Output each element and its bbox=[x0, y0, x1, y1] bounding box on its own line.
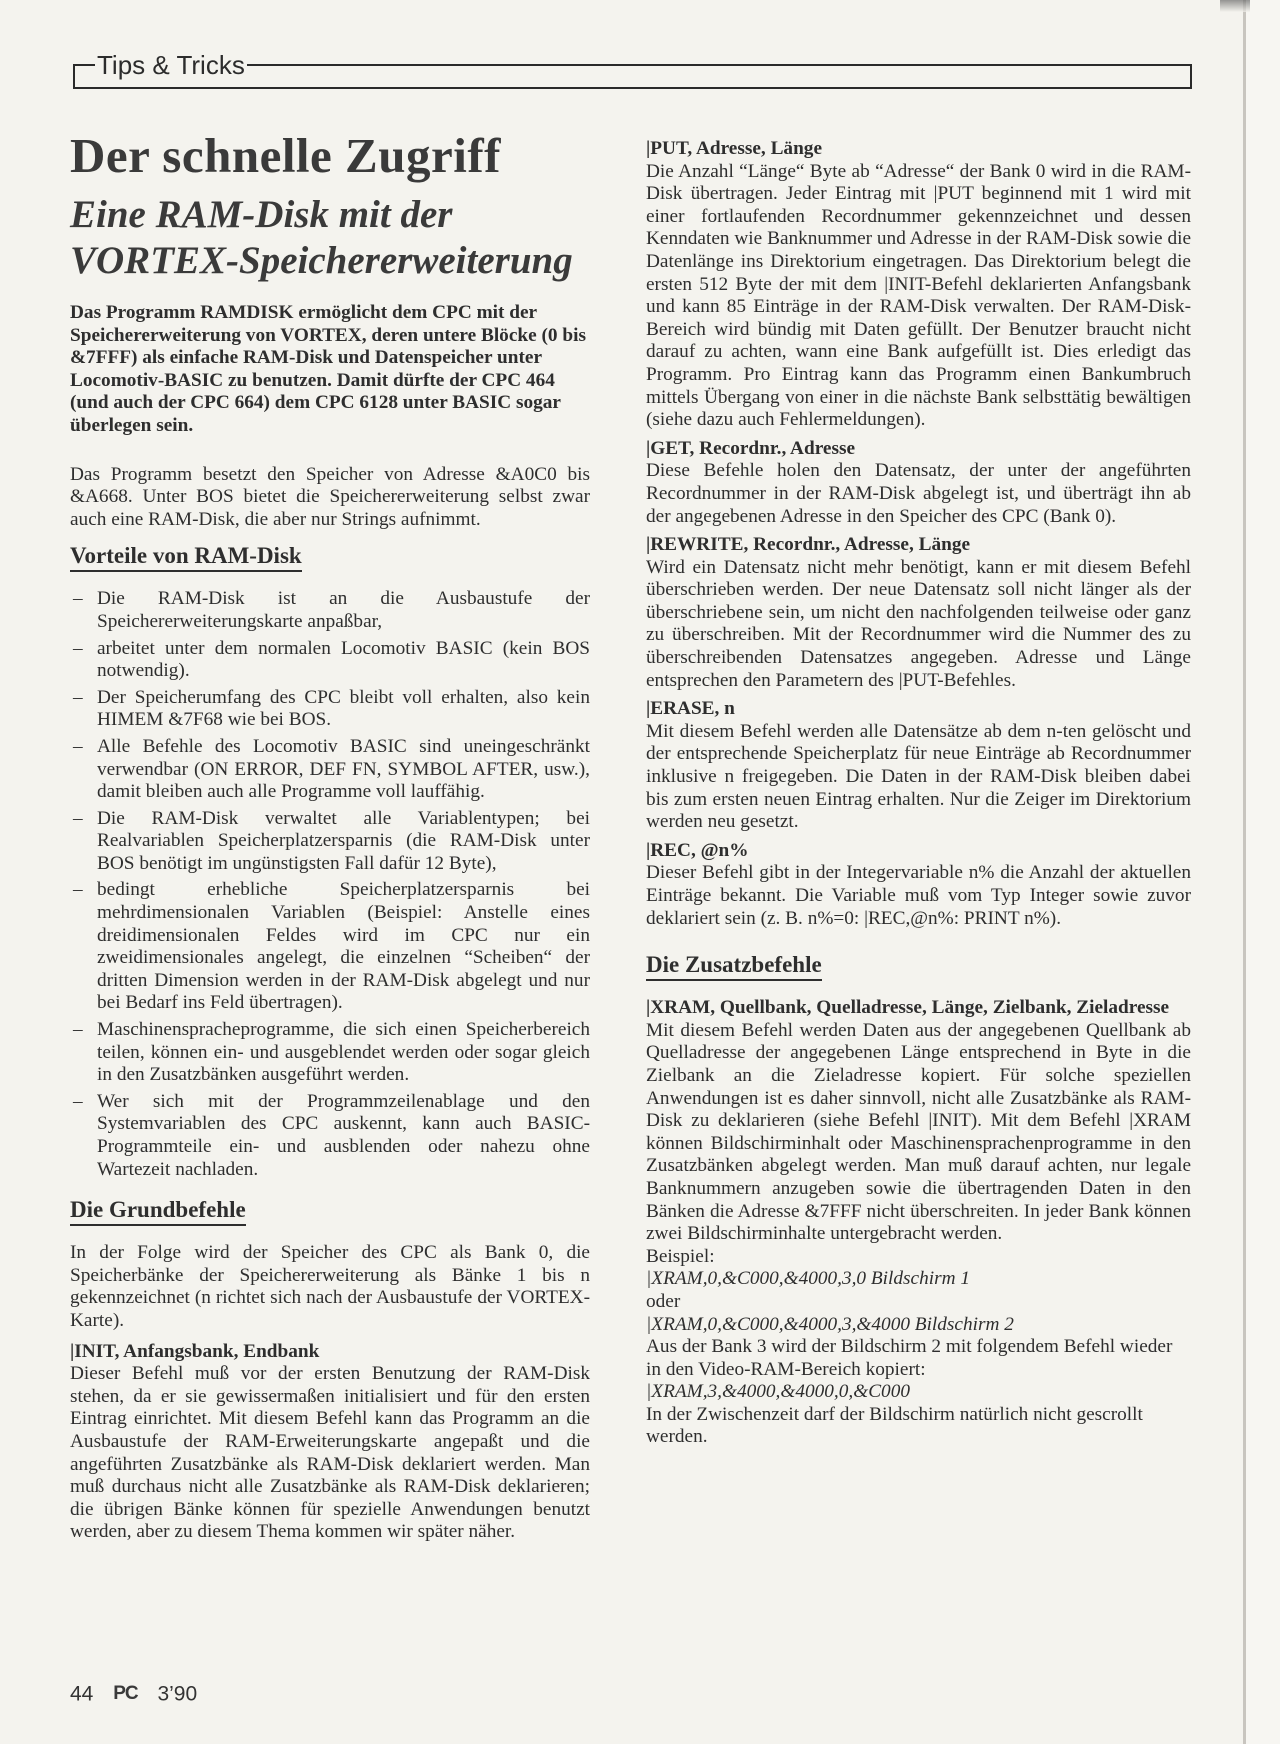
magazine-logo: PC bbox=[113, 1683, 138, 1705]
right-column bbox=[646, 138, 1191, 1449]
list-item: – Maschinenspracheprogramme, die sich einen Speicherbereich teilen, können ein- und ausgeblendet werden oder sogar gleich in den Zusatzbänken ausgeführt werden. bbox=[73, 1019, 590, 1086]
page-footer bbox=[70, 1682, 197, 1706]
example-code-2: |XRAM,0,&C000,&4000,3,&4000 Bildschirm 2 bbox=[646, 1313, 1014, 1335]
scan-shadow bbox=[1220, 0, 1250, 12]
article-subtitle bbox=[70, 192, 590, 284]
command-get-heading: |GET, Recordnr., Adresse bbox=[646, 437, 856, 459]
example-label: Beispiel: bbox=[646, 1245, 715, 1267]
list-item: – arbeitet unter dem normalen Locomotiv BASIC (kein BOS notwendig). bbox=[73, 637, 590, 682]
restore-text: Aus der Bank 3 wird der Bildschirm 2 mit folgendem Befehl wieder in den Video-RAM-Bereich kopiert: bbox=[646, 1336, 1173, 1380]
list-item: – bedingt erhebliche Speicherplatzersparnis bei mehrdimensionalen Variablen (Beispiel: Anstelle eines dreidimensionalen Feldes wird im CPC nur ein zweidimensionales angelegt, die einzelnen “Scheiben“ der dritten Dimension werden in der RAM-Disk abgelegt und nur bei Bedarf ins Feld übertragen). bbox=[73, 879, 590, 1014]
issue-date: 3’90 bbox=[157, 1682, 198, 1706]
command-rec-text: Dieser Befehl gibt in der Integervariable n% die Anzahl der aktuellen Einträge bekannt. Die Variable muß vom Typ Integer sowie zuvor deklariert sein (z. B. n%=0: |REC,@n%: PRINT n%). bbox=[646, 862, 1191, 929]
adjacent-page bbox=[1246, 0, 1280, 1744]
list-item: – Die RAM-Disk verwaltet alle Variablentypen; bei Realvariablen Speicherplatzersparnis (die RAM-Disk unter BOS benötigt im ungünstigsten Fall dafür 12 Byte), bbox=[73, 807, 590, 874]
closing-text: In der Zwischenzeit darf der Bildschirm natürlich nicht gescrollt werden. bbox=[646, 1403, 1143, 1448]
command-xram-text: Mit diesem Befehl werden Daten aus der angegebenen Quellbank ab Quelladresse der angegebenen Länge entsprechend in Byte in die Zielbank an die Zieladresse kopiert. Für solche speziellen Anwendungen ist es daher sinnvoll, nicht alle Zusatzbänke als RAM-Disk zu deklarieren (siehe Befehl |INIT). Mit dem Befehl |XRAM können Bildschirminhalt oder Maschinensprachenprogramme in den Zusatzbänken abgelegt werden. Man muß darauf achten, nur legale Banknummern anzugeben sowie die übertragenden Daten in den Bänken die Adresse &7FFF nicht überschreiten. In jeder Bank können zwei Bildschirminhalte untergebracht werden. bbox=[646, 1019, 1191, 1245]
command-init-text: Dieser Befehl muß vor der ersten Benutzung der RAM-Disk stehen, da er sie gewissermaßen initialisiert und für den ersten Eintrag einrichtet. Mit diesem Befehl kann das Programm an die Ausbaustufe der RAM-Erweiterungskarte angepaßt und die angeführten Zusatzbänke als RAM-Disk deklariert werden. Man muß durchaus nicht alle Zusatzbänke als RAM-Disk deklarieren; die übrigen Bänke können für spezielle Anwendungen benutzt werden, aber zu diesem Thema kommen wir später näher. bbox=[70, 1363, 590, 1543]
subtitle-line-1: Eine RAM-Disk mit der bbox=[70, 193, 453, 236]
article-lead: Das Programm RAMDISK ermöglicht dem CPC mit der Speichererweiterung von VORTEX, deren untere Blöcke (0 bis &7FFF) als einfache RAM-Disk und Datenspeicher unter Locomotiv-BASIC zu benutzen. Damit dürfte der CPC 464 (und auch der CPC 664) dem CPC 6128 unter BASIC sogar überlegen sein. bbox=[70, 302, 586, 436]
command-put-text: Die Anzahl “Länge“ Byte ab “Adresse“ der Bank 0 wird in die RAM-Disk übertragen. Jeder Eintrag mit |PUT beginnend mit 1 wird mit einer fortlaufenden Recordnummer gekennzeichnet und dessen Kenndaten wie Banknummer und Adresse in der RAM-Disk sowie die Datenlänge ins Direktorium eingetragen. Das Direktorium belegt die ersten 512 Byte der mit dem |INIT-Befehl deklarierten Anfangsbank und kann 85 Einträge in der RAM-Disk verwalten. Der RAM-Disk-Bereich wird bündig mit Daten gefüllt. Der Benutzer braucht nicht darauf zu achten, wann eine Bank aufgefüllt ist. Dies erledigt das Programm. Pro Eintrag kann das Programm einen Bankumbruch mittels Übergang von einer in die nächste Bank selbsttätig bewältigen (siehe dazu auch Fehlermeldungen). bbox=[646, 160, 1191, 431]
command-rec-heading: |REC, @n% bbox=[646, 839, 749, 861]
example-code-3: |XRAM,3,&4000,&4000,0,&C000 bbox=[646, 1381, 910, 1403]
command-init-heading: |INIT, Anfangsbank, Endbank bbox=[70, 1340, 320, 1362]
command-erase-text: Mit diesem Befehl werden alle Datensätze ab dem n-ten gelöscht und der entsprechende Speicherplatz für neue Einträge ab Recordnummer inklusive n freigegeben. Die Daten in der RAM-Disk bleiben dabei bis zum ersten neuen Eintrag erhalten. Nur die Zeiger im Direktorium werden neu gesetzt. bbox=[646, 720, 1191, 833]
example-code-1: |XRAM,0,&C000,&4000,3,0 Bildschirm 1 bbox=[646, 1268, 970, 1290]
list-item: – Der Speicherumfang des CPC bleibt voll erhalten, also kein HIMEM &7F68 wie bei BOS. bbox=[73, 686, 590, 731]
article-intro: Das Programm besetzt den Speicher von Adresse &A0C0 bis &A668. Unter BOS bietet die Speichererweiterung selbst zwar auch eine RAM-Disk, die aber nur Strings aufnimmt. bbox=[70, 463, 590, 530]
advantages-list bbox=[70, 588, 590, 1181]
heading-basic-commands: Die Grundbefehle bbox=[70, 1197, 246, 1226]
heading-extra-commands: Die Zusatzbefehle bbox=[646, 952, 822, 981]
section-header-label: Tips & Tricks bbox=[97, 50, 245, 80]
basic-commands-intro: In der Folge wird der Speicher des CPC als Bank 0, die Speicherbänke der Speichererweiterung als Bänke 1 bis n gekennzeichnet (n richtet sich nach der Ausbaustufe der VORTEX-Karte). bbox=[70, 1242, 590, 1331]
command-get-text: Diese Befehle holen den Datensatz, der unter der angeführten Recordnummer in der RAM-Disk abgelegt ist, und überträgt ihn ab der angegebenen Adresse in den Speicher des CPC (Bank 0). bbox=[646, 460, 1191, 527]
page-number: 44 bbox=[70, 1682, 94, 1706]
subtitle-line-2: VORTEX-Speichererweiterung bbox=[70, 239, 573, 282]
command-rewrite-text: Wird ein Datensatz nicht mehr benötigt, kann er mit diesem Befehl überschrieben werden. Der neue Datensatz soll nicht länger als der überschriebene sein, um nicht den nachfolgenden teilweise oder ganz zu überschreiben. Mit der Recordnummer wird die Nummer des zu überschreibenden Datensatzes angegeben. Adresse und Länge entsprechen den Parametern des |PUT-Befehles. bbox=[646, 556, 1191, 691]
command-rewrite-heading: |REWRITE, Recordnr., Adresse, Länge bbox=[646, 534, 971, 556]
list-item: – Die RAM-Disk ist an die Ausbaustufe der Speichererweiterungskarte anpaßbar, bbox=[73, 588, 590, 632]
heading-advantages: Vorteile von RAM-Disk bbox=[70, 543, 302, 572]
list-item: – Alle Befehle des Locomotiv BASIC sind uneingeschränkt verwendbar (ON ERROR, DEF FN, SYMBOL AFTER, usw.), damit bleiben auch alle Programme voll lauffähig. bbox=[73, 735, 590, 803]
command-put-heading: |PUT, Adresse, Länge bbox=[646, 138, 822, 159]
left-column bbox=[70, 128, 590, 1544]
or-label: oder bbox=[646, 1290, 681, 1312]
list-item: – Wer sich mit der Programmzeilenablage und den Systemvariablen des CPC auskennt, kann auch BASIC-Programmteile ein- und ausblenden oder nahezu ohne Wartezeit nachladen. bbox=[73, 1090, 590, 1180]
command-erase-heading: |ERASE, n bbox=[646, 698, 735, 720]
article-title: Der schnelle Zugriff bbox=[70, 128, 501, 183]
command-xram-heading: |XRAM, Quellbank, Quelladresse, Länge, Zielbank, Zieladresse bbox=[646, 997, 1170, 1019]
page-edge bbox=[1243, 0, 1246, 1744]
